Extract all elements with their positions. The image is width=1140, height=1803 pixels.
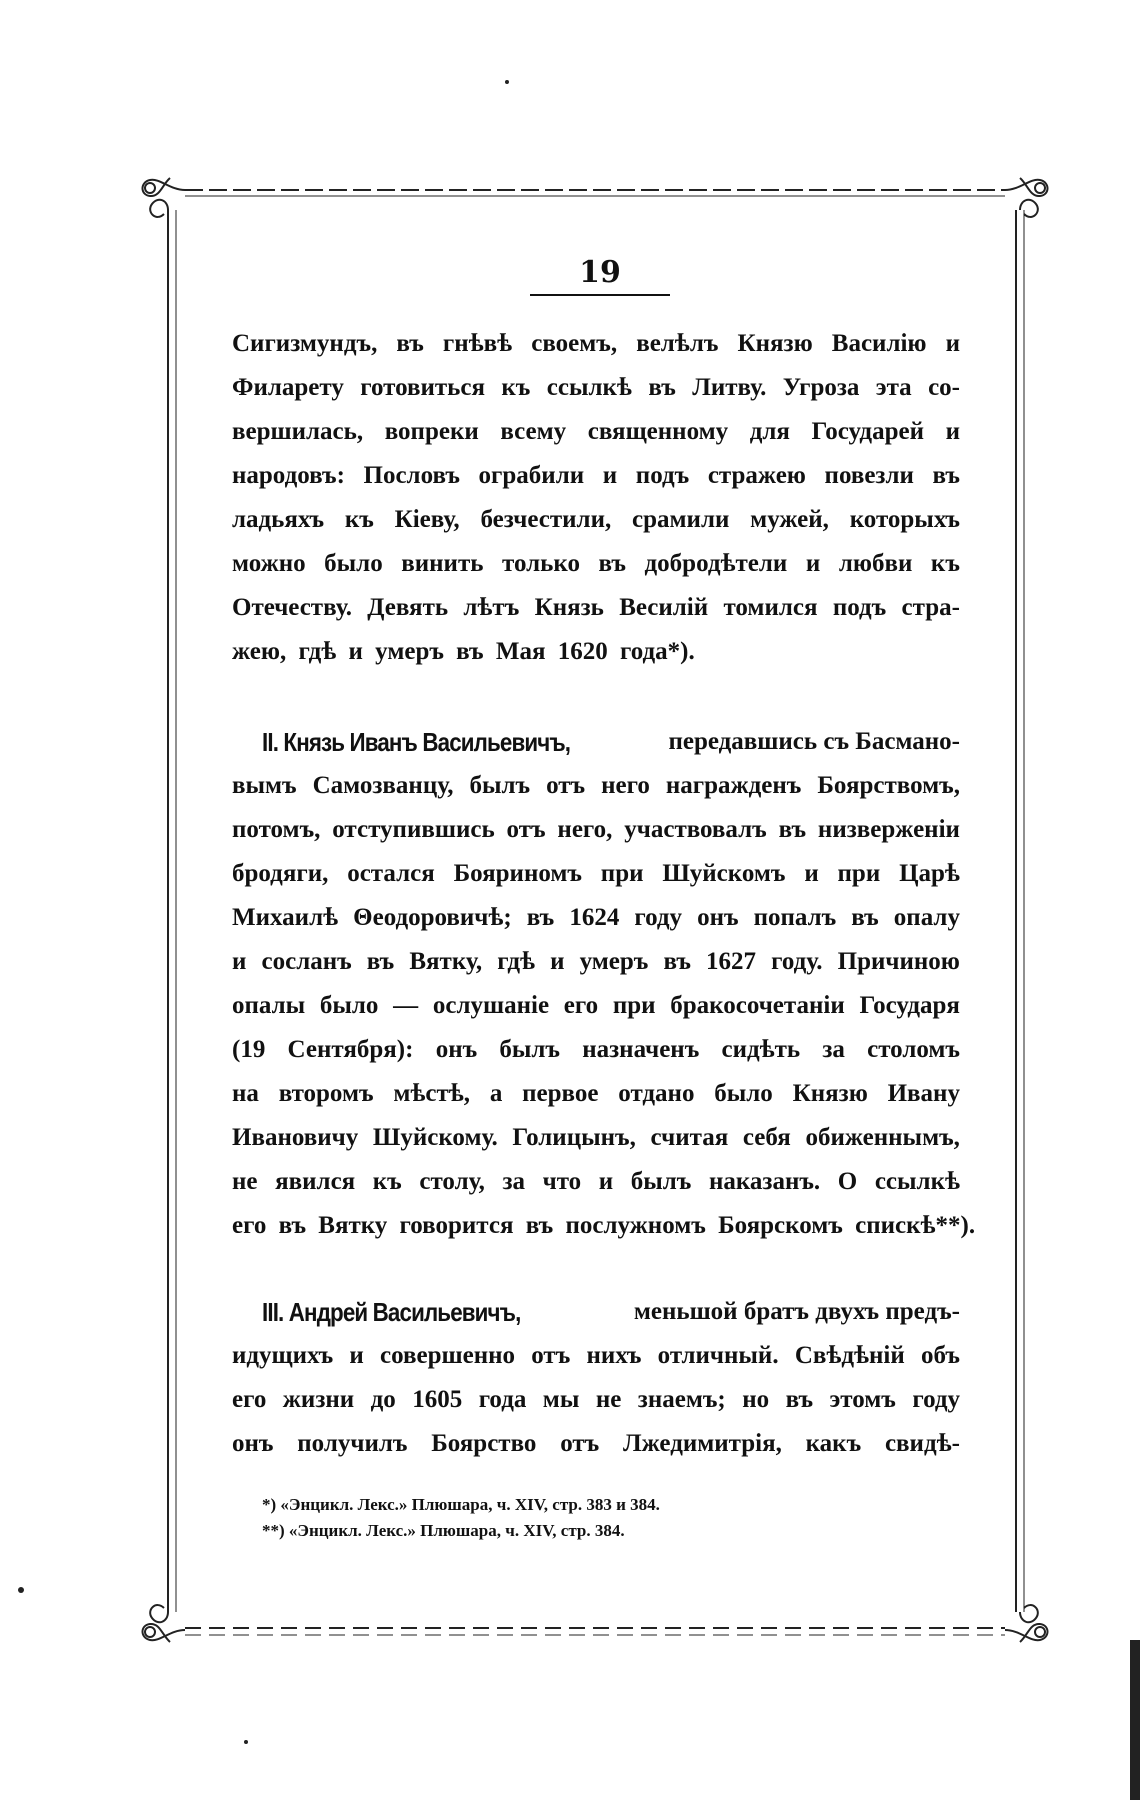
word: потомъ,: [232, 816, 321, 843]
word: священному: [587, 418, 729, 445]
word: отличный.: [657, 1342, 779, 1369]
word: считая: [650, 1124, 729, 1151]
word: было: [319, 992, 379, 1019]
word: въ: [932, 462, 960, 489]
section-heading-ivan: II. Князь Иванъ Васильевичъ,: [262, 727, 571, 757]
word: и: [598, 1168, 614, 1195]
word: Отечеству.: [232, 594, 352, 621]
word: и: [232, 948, 247, 975]
word: явился: [275, 1168, 356, 1195]
word: какъ: [805, 1430, 862, 1457]
word: умеръ: [579, 948, 649, 975]
word: онъ: [232, 1430, 274, 1457]
word: Причиною: [837, 948, 960, 975]
word: его: [232, 1386, 267, 1413]
word: 1624: [569, 904, 620, 931]
text-line: [232, 852, 960, 896]
word: Царѣ: [899, 860, 960, 887]
word: жизни: [282, 1386, 355, 1413]
word: знаемъ;: [637, 1386, 726, 1413]
word: Филарету: [232, 374, 344, 401]
word: въ: [598, 550, 626, 577]
word: и: [602, 462, 618, 489]
paragraph-3-first-line-text: меньшой братъ двухъ предъ-: [633, 1298, 960, 1325]
word: томился: [723, 594, 818, 621]
corner-ornament-top-right: [1005, 178, 1048, 217]
text-line: [232, 764, 960, 808]
word: лѣтъ: [463, 594, 520, 621]
word: добродѣтели: [644, 550, 788, 577]
page-number: 19: [530, 255, 670, 296]
word: года: [478, 1386, 527, 1413]
text-line: [232, 1422, 960, 1466]
word: бродяги,: [232, 860, 329, 887]
word: гнѣвѣ: [442, 330, 513, 357]
word: не: [232, 1168, 258, 1195]
word: подъ: [635, 462, 690, 489]
word: было: [324, 550, 383, 577]
word: году: [634, 904, 683, 931]
word: нихъ: [586, 1342, 642, 1369]
paragraph-2-first-line: [232, 720, 960, 764]
word: въ: [785, 1386, 814, 1413]
speck: [18, 1587, 24, 1593]
scan-edge-shadow: [1130, 1640, 1140, 1800]
word: ладьяхъ: [232, 506, 325, 533]
word: до: [370, 1386, 396, 1413]
word: отъ: [560, 1430, 600, 1457]
word: попалъ: [753, 904, 837, 931]
word: эта: [875, 374, 912, 401]
word: онъ: [697, 904, 739, 931]
word: Боярствомъ,: [817, 772, 960, 799]
word: былъ: [469, 772, 531, 799]
corner-ornament-top-left: [143, 178, 186, 217]
text-line: [232, 542, 960, 586]
word: сосланъ: [261, 948, 352, 975]
word: —: [393, 992, 419, 1019]
text-line: [232, 1072, 960, 1116]
word: ослушаніе: [432, 992, 550, 1019]
word: Девять: [367, 594, 449, 621]
corner-ornament-bottom-left: [143, 1605, 186, 1642]
word: Литву.: [692, 374, 767, 401]
word: Пословъ: [363, 462, 460, 489]
word: при: [600, 860, 644, 887]
text-line: [232, 498, 960, 542]
word: въ: [526, 904, 555, 931]
word: Вятку,: [409, 948, 483, 975]
word: награжденъ: [665, 772, 802, 799]
word: Сигизмундъ,: [232, 330, 378, 357]
word: себя: [742, 1124, 791, 1151]
word: опалы: [232, 992, 306, 1019]
word: велѣлъ: [636, 330, 719, 357]
word: ссылкѣ: [874, 1168, 960, 1195]
word: сидѣть: [721, 1036, 801, 1063]
word: за: [502, 1168, 525, 1195]
word: вопреки: [384, 418, 479, 445]
word: былъ: [499, 1036, 561, 1063]
word: за: [822, 1036, 845, 1063]
word: къ: [344, 506, 374, 533]
word: своемъ,: [531, 330, 618, 357]
text-line: [232, 808, 960, 852]
word: отступившись: [332, 816, 495, 843]
word: отъ: [546, 772, 586, 799]
word: было: [714, 1080, 773, 1107]
word: Угроза: [782, 374, 860, 401]
word: Бояриномъ: [453, 860, 582, 887]
word: стражею: [707, 462, 806, 489]
text-line: [232, 940, 960, 984]
word: отдано: [618, 1080, 695, 1107]
word: остался: [347, 860, 435, 887]
word: вымъ: [232, 772, 297, 799]
word: году.: [771, 948, 823, 975]
word: его: [563, 992, 599, 1019]
word: былъ: [630, 1168, 692, 1195]
word: Свѣдѣній: [794, 1342, 905, 1369]
word: назначенъ: [582, 1036, 700, 1063]
word: Шуйскомъ: [662, 860, 786, 887]
word: и: [945, 330, 960, 357]
word: народовъ:: [232, 462, 345, 489]
word: Ивановичу: [232, 1124, 359, 1151]
word: Лжедимитрія,: [623, 1430, 782, 1457]
text-line: [232, 1116, 960, 1160]
word: совершенно: [380, 1342, 516, 1369]
text-line: [232, 896, 960, 940]
word: вершилась,: [232, 418, 364, 445]
word: объ: [921, 1342, 960, 1369]
word: Кіеву,: [394, 506, 460, 533]
section-heading-andrey: III. Андрей Васильевичъ,: [262, 1297, 521, 1327]
word: Весилій: [619, 594, 709, 621]
word: въ: [396, 330, 424, 357]
word: Голицынъ,: [512, 1124, 636, 1151]
word: что: [542, 1168, 582, 1195]
word: къ: [930, 550, 960, 577]
paragraph-2-first-line-text: передавшись съ Басмано-: [668, 728, 960, 755]
word: второмъ: [278, 1080, 374, 1107]
word: идущихъ: [232, 1342, 334, 1369]
paragraph-2: [232, 720, 976, 1248]
text-line: [232, 322, 960, 366]
word: мы: [542, 1386, 580, 1413]
word: Государей: [811, 418, 924, 445]
word: Θеодоровичѣ;: [353, 904, 512, 931]
paragraph-1: [232, 322, 960, 674]
word: можно: [232, 550, 306, 577]
word: отъ: [531, 1342, 571, 1369]
text-line: жею, гдѣ и умеръ въ Мая 1620 года*).: [232, 638, 695, 665]
word: свидѣ-: [884, 1430, 960, 1457]
footnote-1: *) «Энцикл. Лекс.» Плюшара, ч. XIV, стр. 383 и 384.: [262, 1495, 660, 1514]
text-line: [232, 586, 960, 630]
word: а: [489, 1080, 503, 1107]
word: Василію: [831, 330, 927, 357]
word: этомъ: [829, 1386, 896, 1413]
word: Боярство: [431, 1430, 537, 1457]
text-line: [232, 454, 960, 498]
word: Шуйскому.: [372, 1124, 498, 1151]
word: мѣстѣ,: [393, 1080, 471, 1107]
word: повезли: [824, 462, 914, 489]
word: гдѣ: [497, 948, 535, 975]
text-line: [232, 1160, 960, 1204]
word: только: [502, 550, 580, 577]
word: къ: [372, 1168, 402, 1195]
word: году: [912, 1386, 960, 1413]
text-line: [232, 1334, 960, 1378]
word: низверженіи: [817, 816, 960, 843]
word: на: [232, 1080, 259, 1107]
word: любви: [838, 550, 913, 577]
word: безчестили,: [480, 506, 612, 533]
word: Государя: [859, 992, 960, 1019]
word: Михаилѣ: [232, 904, 339, 931]
word: столомъ: [867, 1036, 960, 1063]
word: въ: [648, 374, 676, 401]
word: стра-: [901, 594, 960, 621]
word: при: [612, 992, 656, 1019]
footnote-2: **) «Энцикл. Лекс.» Плюшара, ч. XIV, стр. 384.: [262, 1521, 625, 1540]
word: къ: [501, 374, 531, 401]
word: Князю: [792, 1080, 868, 1107]
word: Ивану: [887, 1080, 960, 1107]
speck: [244, 1740, 248, 1744]
word: винить: [401, 550, 484, 577]
word: отъ: [506, 816, 546, 843]
word: опалу: [893, 904, 960, 931]
text-line: [232, 410, 960, 454]
word: въ: [366, 948, 395, 975]
word: столу,: [419, 1168, 485, 1195]
text-line: [232, 1378, 960, 1422]
word: и: [349, 1342, 364, 1369]
word: не: [595, 1386, 622, 1413]
word: всему: [500, 418, 567, 445]
word: Князь: [534, 594, 604, 621]
word: первое: [522, 1080, 599, 1107]
text-line: [232, 366, 960, 410]
word: О: [837, 1168, 858, 1195]
word: мужей,: [750, 506, 829, 533]
word: готовиться: [360, 374, 486, 401]
word: которыхъ: [849, 506, 960, 533]
corner-ornament-bottom-right: [1005, 1605, 1048, 1642]
word: ограбили: [478, 462, 585, 489]
word: подъ: [832, 594, 887, 621]
word: Самозванцу,: [312, 772, 454, 799]
text-line: [232, 1028, 960, 1072]
word: срамили: [632, 506, 730, 533]
footnotes: [262, 1492, 862, 1544]
word: онъ: [435, 1036, 478, 1063]
word: въ: [778, 816, 807, 843]
word: и: [804, 860, 819, 887]
word: получилъ: [297, 1430, 408, 1457]
word: при: [837, 860, 881, 887]
word: него: [601, 772, 650, 799]
word: и: [805, 550, 821, 577]
word: но: [742, 1386, 770, 1413]
word: Сентября):: [287, 1036, 414, 1063]
word: (19: [232, 1036, 266, 1063]
word: ссылкѣ: [546, 374, 632, 401]
word: 1627: [706, 948, 757, 975]
word: 1605: [412, 1386, 463, 1413]
word: для: [749, 418, 790, 445]
word: въ: [851, 904, 879, 931]
word: обиженнымъ,: [805, 1124, 960, 1151]
word: участвовалъ: [624, 816, 767, 843]
speck: [505, 80, 509, 84]
word: Князю: [737, 330, 813, 357]
word: наказанъ.: [708, 1168, 821, 1195]
paragraph-3: [232, 1290, 960, 1466]
paragraph-3-first-line: [232, 1290, 960, 1334]
text-line: [232, 984, 960, 1028]
word: и: [550, 948, 565, 975]
word: и: [945, 418, 960, 445]
word: него,: [557, 816, 613, 843]
word: со-: [928, 374, 960, 401]
text-line: его въ Вятку говорится въ послужномъ Боярскомъ спискѣ**).: [232, 1212, 976, 1239]
word: въ: [663, 948, 691, 975]
word: бракосочетаніи: [670, 992, 845, 1019]
